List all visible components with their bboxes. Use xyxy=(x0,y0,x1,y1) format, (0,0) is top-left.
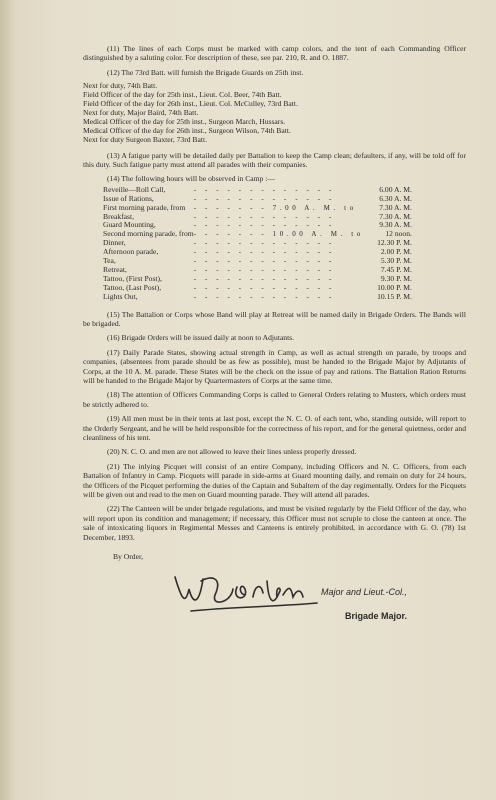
schedule-time: 2.00 P. M. xyxy=(380,247,412,257)
paragraph-19: (19) All men must be in their tents at last post, except the N. C. O. of each tent, who, standing outside, will report to the Orderly Sergeant, and he will be held responsible for the correctness of his report, and for the general quietness, order and cleanliness of his tent. xyxy=(83,414,466,443)
schedule-event: Tea, xyxy=(103,256,116,266)
schedule-time: 10.15 P. M. xyxy=(377,291,412,301)
schedule-event: Tattoo, (Last Post), xyxy=(103,282,162,292)
schedule-time: 9.30 A. M. xyxy=(379,220,412,230)
rank-line-2: Brigade Major. xyxy=(345,611,408,622)
schedule-event: Tattoo, (First Post), xyxy=(103,273,162,283)
schedule-time: 9.30 P. M. xyxy=(380,273,412,283)
paragraph-22: (22) The Canteen will be under brigade regulations, and must be visited regularly by the Field Officer of the day, who will report upon its condition and management; if necessary, this Officer must not scruple to close the canteen at once. The sale of intoxicating liquors in Regimental Messes and Canteens is entirely prohibited, in accordance with G. O. (78) 1st December, 1893. xyxy=(83,504,466,542)
schedule-event: Reveille—Roll Call, xyxy=(103,184,166,194)
schedule-row xyxy=(103,284,412,293)
duty-line: Next for duty Surgeon Baxter, 73rd Batt. xyxy=(83,134,207,144)
schedule-time: 10.00 P. M. xyxy=(377,282,412,292)
duty-line: Medical Officer of the day for 25th inst., Surgeon March, Hussars. xyxy=(83,116,286,126)
handwritten-signature xyxy=(171,567,321,615)
paragraph-12: (12) The 73rd Batt. will furnish the Brigade Guards on 25th inst. xyxy=(107,67,304,77)
schedule-event: Second morning parade, from xyxy=(103,229,194,239)
schedule-row xyxy=(103,293,412,302)
schedule-leader: - - - - - - - - - - - - - xyxy=(193,274,335,283)
schedule-time: 7.30 A. M. xyxy=(379,202,412,212)
schedule-leader: - - - - - - - - - - - - - xyxy=(193,292,335,301)
duty-line: Medical Officer of the day for 26th inst., Surgeon Wilson, 74th Batt. xyxy=(83,125,291,135)
schedule-time: 12 noon. xyxy=(385,229,412,239)
schedule-time: 7.45 P. M. xyxy=(380,264,412,274)
paragraph-20: (20) N. C. O. and men are not allowed to leave their lines unless properly dressed. xyxy=(107,447,357,457)
paragraph-16: (16) Brigade Orders will be issued daily at noon to Adjutants. xyxy=(107,333,295,343)
schedule-time: 7.30 A. M. xyxy=(379,211,412,221)
signature-block xyxy=(83,561,466,631)
schedule-leader: - - - - - - - - - - - - - xyxy=(193,212,335,221)
schedule-event: Guard Mounting, xyxy=(103,220,156,230)
paragraph-21: (21) The inlying Picquet will consist of an entire Company, including Officers and N. C. Officers, from each Battalion of Infantry in Camp. Picquets will parade in side-arms at Guard mounting daily, and remain on duty for 24 hours, the Officers of the Picquet performing the duties of the Captain and Subaltern of the day regimentally. Orders for the Picquets will be given out and read to the men on Guard mounting parade. They will attend all parades. xyxy=(83,461,466,500)
paragraph-18: (18) The attention of Officers Commanding Corps is called to General Orders relating to Musters, which orders must be strictly adhered to. xyxy=(83,390,466,409)
paragraph-17: (17) Daily Parade States, showing actual strength in Camp, as well as actual strength on parade, by troops and companies, (absentees from parade should be as few as possible), must be handed to the Brigade Major by Adjutants of Corps, at the 10 A. M. parade. These States will be the check on the issue of pay and rations. The Battalion Ration Returns will be handed to the Brigade Major by Quartermasters of Corps at the same time. xyxy=(83,347,466,385)
schedule-row xyxy=(103,230,412,239)
schedule-event: Issue of Rations, xyxy=(103,193,154,203)
schedule-event: Dinner, xyxy=(103,238,126,248)
schedule-time: 6.30 A. M. xyxy=(379,193,412,203)
duty-line: Field Officer of the day for 25th inst., Lieut. Col. Beer, 74th Batt. xyxy=(83,90,282,100)
by-order-line: By Order, xyxy=(113,552,144,562)
schedule-leader: - - - - - - - - - - - - - xyxy=(193,194,335,203)
schedule-event: First morning parade, from xyxy=(103,202,186,212)
camp-hours-table xyxy=(103,186,412,302)
paragraph-13: (13) A fatigue party will be detailed daily per Battalion to keep the Camp clean; defaulters, if any, will be told off for this duty. Such fatigue party must attend all parades with their companies. xyxy=(83,150,466,169)
schedule-leader: - - - - - - - - - - - - - xyxy=(193,257,335,266)
duty-roster xyxy=(83,82,466,144)
paragraph-15: (15) The Battalion or Corps whose Band will play at Retreat will be named daily in Brigade Orders. The Bands will be brigaded. xyxy=(83,309,466,328)
schedule-leader: - - - - - - - - - - - - - xyxy=(193,221,335,230)
schedule-event: Retreat, xyxy=(103,264,127,274)
duty-line: Next for duty, Major Baird, 74th Batt. xyxy=(83,107,199,117)
schedule-event: Breakfast, xyxy=(103,211,134,221)
schedule-time: 12.30 P. M. xyxy=(377,238,412,248)
schedule-time: 5.30 P. M. xyxy=(380,256,412,266)
schedule-time: 6.00 A. M. xyxy=(379,184,412,194)
schedule-row xyxy=(103,257,412,266)
schedule-leader: - - - - - - - - - - - - - xyxy=(193,283,335,292)
page-spine-shadow xyxy=(0,0,14,800)
schedule-event: Afternoon parade, xyxy=(103,247,159,257)
schedule-event: Lights Out, xyxy=(103,291,138,301)
schedule-leader: - - - - - - - - - - - - - xyxy=(193,265,335,274)
schedule-leader: - - - - - - - - - - - - - xyxy=(193,239,335,248)
schedule-row xyxy=(103,204,412,213)
duty-line: Field Officer of the day for 26th inst., Lieut. Col. McCulley, 73rd Batt. xyxy=(83,99,298,109)
schedule-row xyxy=(103,248,412,257)
paragraph-14: (14) The following hours will be observed in Camp :— xyxy=(107,174,275,184)
duty-line: Next for duty, 74th Batt. xyxy=(83,81,158,91)
paragraph-11: (11) The lines of each Corps must be marked with camp colors, and the tent of each Commanding Officer distinguished by a saluting color. For description of these, see par. 210, R. and O. 1887. xyxy=(83,44,466,63)
rank-line-1: Major and Lieut.-Col., xyxy=(321,587,408,598)
schedule-leader: - - - - - - - 7.00 A. M. to xyxy=(193,203,357,212)
schedule-leader: - - - - - - - - - - - - - xyxy=(193,248,335,257)
schedule-leader: - - - - - - - 10.00 A. M. to xyxy=(193,230,364,239)
schedule-leader: - - - - - - - - - - - - - xyxy=(193,185,335,194)
